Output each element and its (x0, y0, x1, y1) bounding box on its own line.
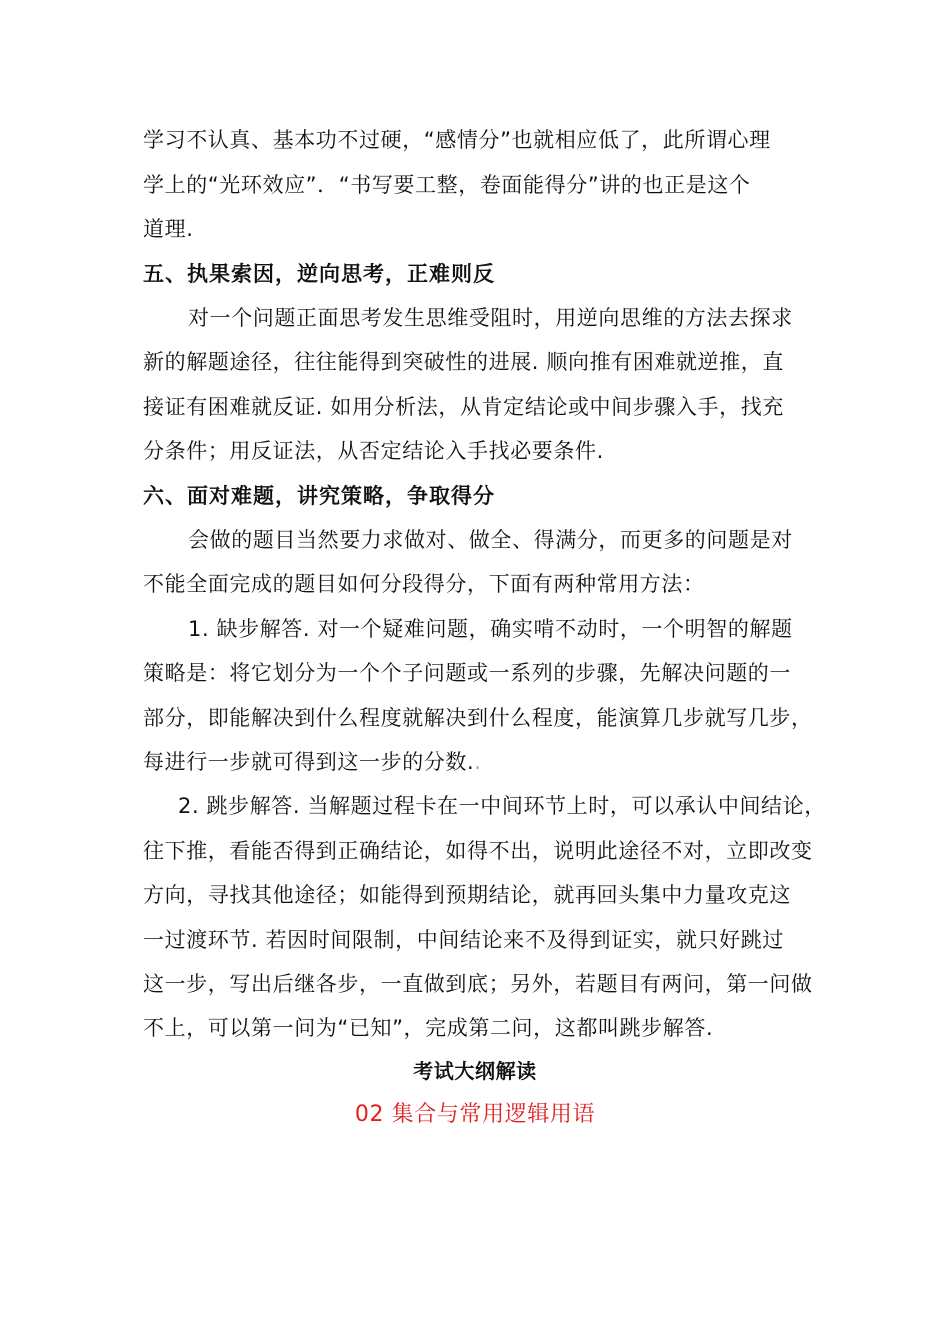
paragraph-line: 分条件；用反证法，从否定结论入手找必要条件. (143, 439, 604, 463)
paragraph-line: 学上的“光环效应”．“书写要工整，卷面能得分”讲的也正是这个 (143, 173, 751, 197)
heading-5: 五、执果索因，逆向思考，正难则反 (143, 262, 495, 286)
paragraph-line: 策略是：将它划分为一个个子问题或一系列的步骤，先解决问题的一 (143, 661, 791, 685)
paragraph-line: 往下推，看能否得到正确结论，如得不出，说明此途径不对，立即改变 (143, 839, 813, 863)
paragraph-line: 接证有困难就反证. 如用分析法，从肯定结论或中间步骤入手，找充 (143, 395, 784, 419)
line-text: 每进行一步就可得到这一步的分数. (143, 750, 475, 774)
chapter-title: 02 集合与常用逻辑用语 (354, 1102, 596, 1127)
paragraph-line: 新的解题途径，往往能得到突破性的进展. 顺向推有困难就逆推，直 (143, 350, 784, 374)
paragraph-line: 一过渡环节. 若因时间限制，中间结论来不及得到证实，就只好跳过 (143, 928, 784, 952)
list-item-1: 1. 缺步解答. 对一个疑难问题，确实啃不动时，一个明智的解题 (188, 617, 793, 641)
paragraph-line: 会做的题目当然要力求做对、做全、得满分，而更多的问题是对 (188, 528, 793, 552)
paragraph-line: 不能全面完成的题目如何分段得分，下面有两种常用方法： (143, 572, 705, 596)
paragraph-line: 对一个问题正面思考发生思维受阻时，用逆向思维的方法去探求 (188, 306, 793, 330)
paragraph-line: 这一步，写出后继各步，一直做到底；另外，若题目有两问，第一问做 (143, 972, 813, 996)
stray-mark: . (474, 750, 482, 774)
section-title: 考试大纲解读 (413, 1059, 537, 1083)
paragraph-line: 不上，可以第一问为“已知”，完成第二问，这都叫跳步解答. (143, 1016, 714, 1040)
paragraph-line: 学习不认真、基本功不过硬，“感情分”也就相应低了，此所谓心理 (143, 128, 771, 152)
paragraph-line: 方向，寻找其他途径；如能得到预期结论，就再回头集中力量攻克这 (143, 883, 791, 907)
paragraph-line (143, 747, 843, 777)
heading-6: 六、面对难题，讲究策略，争取得分 (143, 484, 495, 508)
paragraph-line: 道理. (143, 217, 194, 241)
list-item-2: 2. 跳步解答. 当解题过程卡在一中间环节上时，可以承认中间结论， (178, 794, 826, 818)
paragraph-line: 部分，即能解决到什么程度就解决到什么程度，能演算几步就写几步， (143, 706, 813, 730)
